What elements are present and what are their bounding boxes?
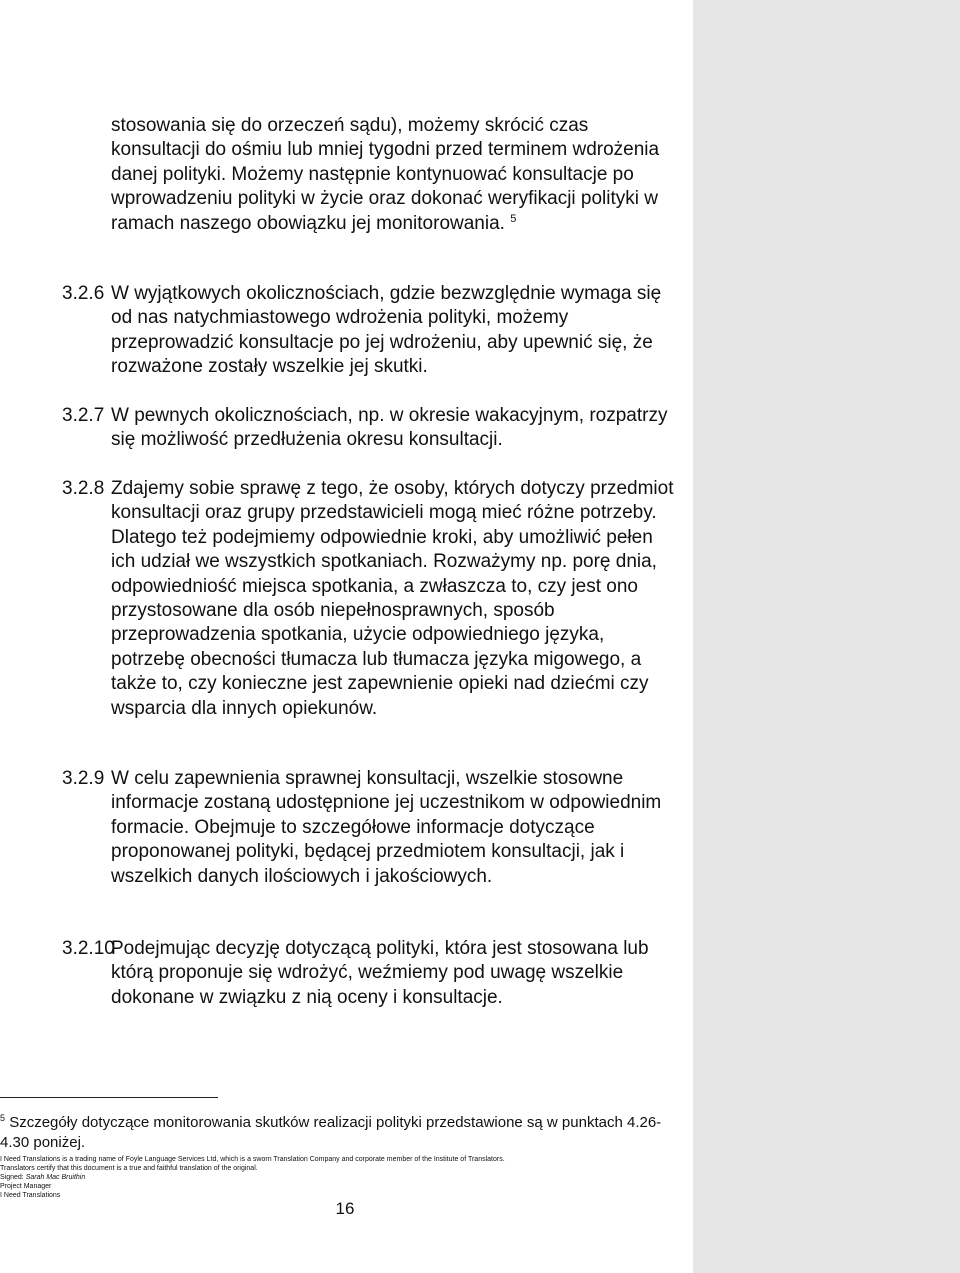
paragraph-3-2-7 — [62, 404, 702, 453]
paragraph-3-2-9 — [62, 767, 702, 889]
footnote-text: Szczegóły dotyczące monitorowania skutków realizacji polityki przedstawione są w punktach 4.26- 4.30 poniżej. — [0, 1114, 662, 1151]
paragraph-number: 3.2.7 — [62, 405, 105, 426]
paragraph-number: 3.2.8 — [62, 478, 105, 499]
intro-paragraph — [111, 114, 681, 236]
footnote-marker: 5 — [0, 1113, 6, 1123]
footnote-reference: 5 — [510, 212, 517, 225]
paragraph-number: 3.2.9 — [62, 768, 105, 789]
legal-line-1: I Need Translations is a trading name of Foyle Language Services Ltd, which is a sworn Translation Company and corporate member of the Institute of Translators. — [0, 1156, 505, 1163]
intro-text: stosowania się do orzeczeń sądu), możemy skrócić czas konsultacji do ośmiu lub mniej tygodni przed terminem wdrożenia danej polityki. Możemy następnie kontynuować konsultacje po wprowadzeniu polityki w życie oraz dokonać weryfikacji polityki w ramach naszego obowiązku jej monitorowania. — [111, 115, 660, 234]
paragraph-text: Podejmując decyzję dotyczącą polityki, która jest stosowana lub którą proponuje się wdrożyć, weźmiemy pod uwagę wszelkie dokonane w związku z nią oceny i konsultacje. — [111, 938, 649, 1008]
signed-label: Signed: — [0, 1174, 24, 1181]
paragraph-number: 3.2.10 — [62, 938, 115, 959]
footnote — [0, 1113, 690, 1153]
paragraph-text: W celu zapewnienia sprawnej konsultacji, wszelkie stosowne informacje zostaną udostępnione jej uczestnikom w odpowiednim formacie. Obejmuje to szczegółowe informacje dotyczące proponowanej polityki, będącej przedmiotem konsultacji, jak i wszelkich danych ilościowych i jakościowych. — [111, 768, 662, 887]
paragraph-text: Zdajemy sobie sprawę z tego, że osoby, których dotyczy przedmiot konsultacji oraz grupy przedstawicieli mogą mieć różne potrzeby. Dlatego też podejmiemy odpowiednie kroki, aby umożliwić pełen ich udział we wszystkich spotkaniach. Rozważymy np. porę dnia, odpowiedniość miejsca spotkania, a zwłaszcza to, czy jest ono przystosowane dla osób niepełnosprawnych, sposób przeprowadzenia spotkania, użycie odpowiedniego języka, potrzebę obecności tłumacza lub tłumacza języka migowego, a także to, czy konieczne jest zapewnienie opieki nad dziećmi czy wsparcia dla innych opiekunów. — [111, 478, 674, 719]
page-number: 16 — [335, 1199, 355, 1218]
company-line: I Need Translations — [0, 1192, 61, 1199]
paragraph-text: W wyjątkowych okolicznościach, gdzie bezwzględnie wymaga się od nas natychmiastowego wdrożenia polityki, możemy przeprowadzić konsultacje po jej wdrożeniu, aby upewnić się, że rozważone zostały wszelkie jej skutki. — [111, 283, 662, 378]
paragraph-3-2-6 — [62, 282, 702, 380]
paragraph-text: W pewnych okolicznościach, np. w okresie wakacyjnym, rozpatrzy się możliwość przedłużenia okresu konsultacji. — [111, 405, 668, 451]
role-line: Project Manager — [0, 1183, 52, 1190]
legal-line-2: Translators certify that this document is a true and faithful translation of the original. — [0, 1165, 258, 1172]
paragraph-number: 3.2.6 — [62, 283, 105, 304]
paragraph-3-2-10 — [62, 937, 702, 1010]
paragraph-3-2-8 — [62, 477, 702, 721]
signed-name: Sarah Mac Bruithin — [25, 1174, 86, 1181]
comment-margin — [693, 0, 960, 1273]
footnote-separator — [0, 1097, 218, 1098]
